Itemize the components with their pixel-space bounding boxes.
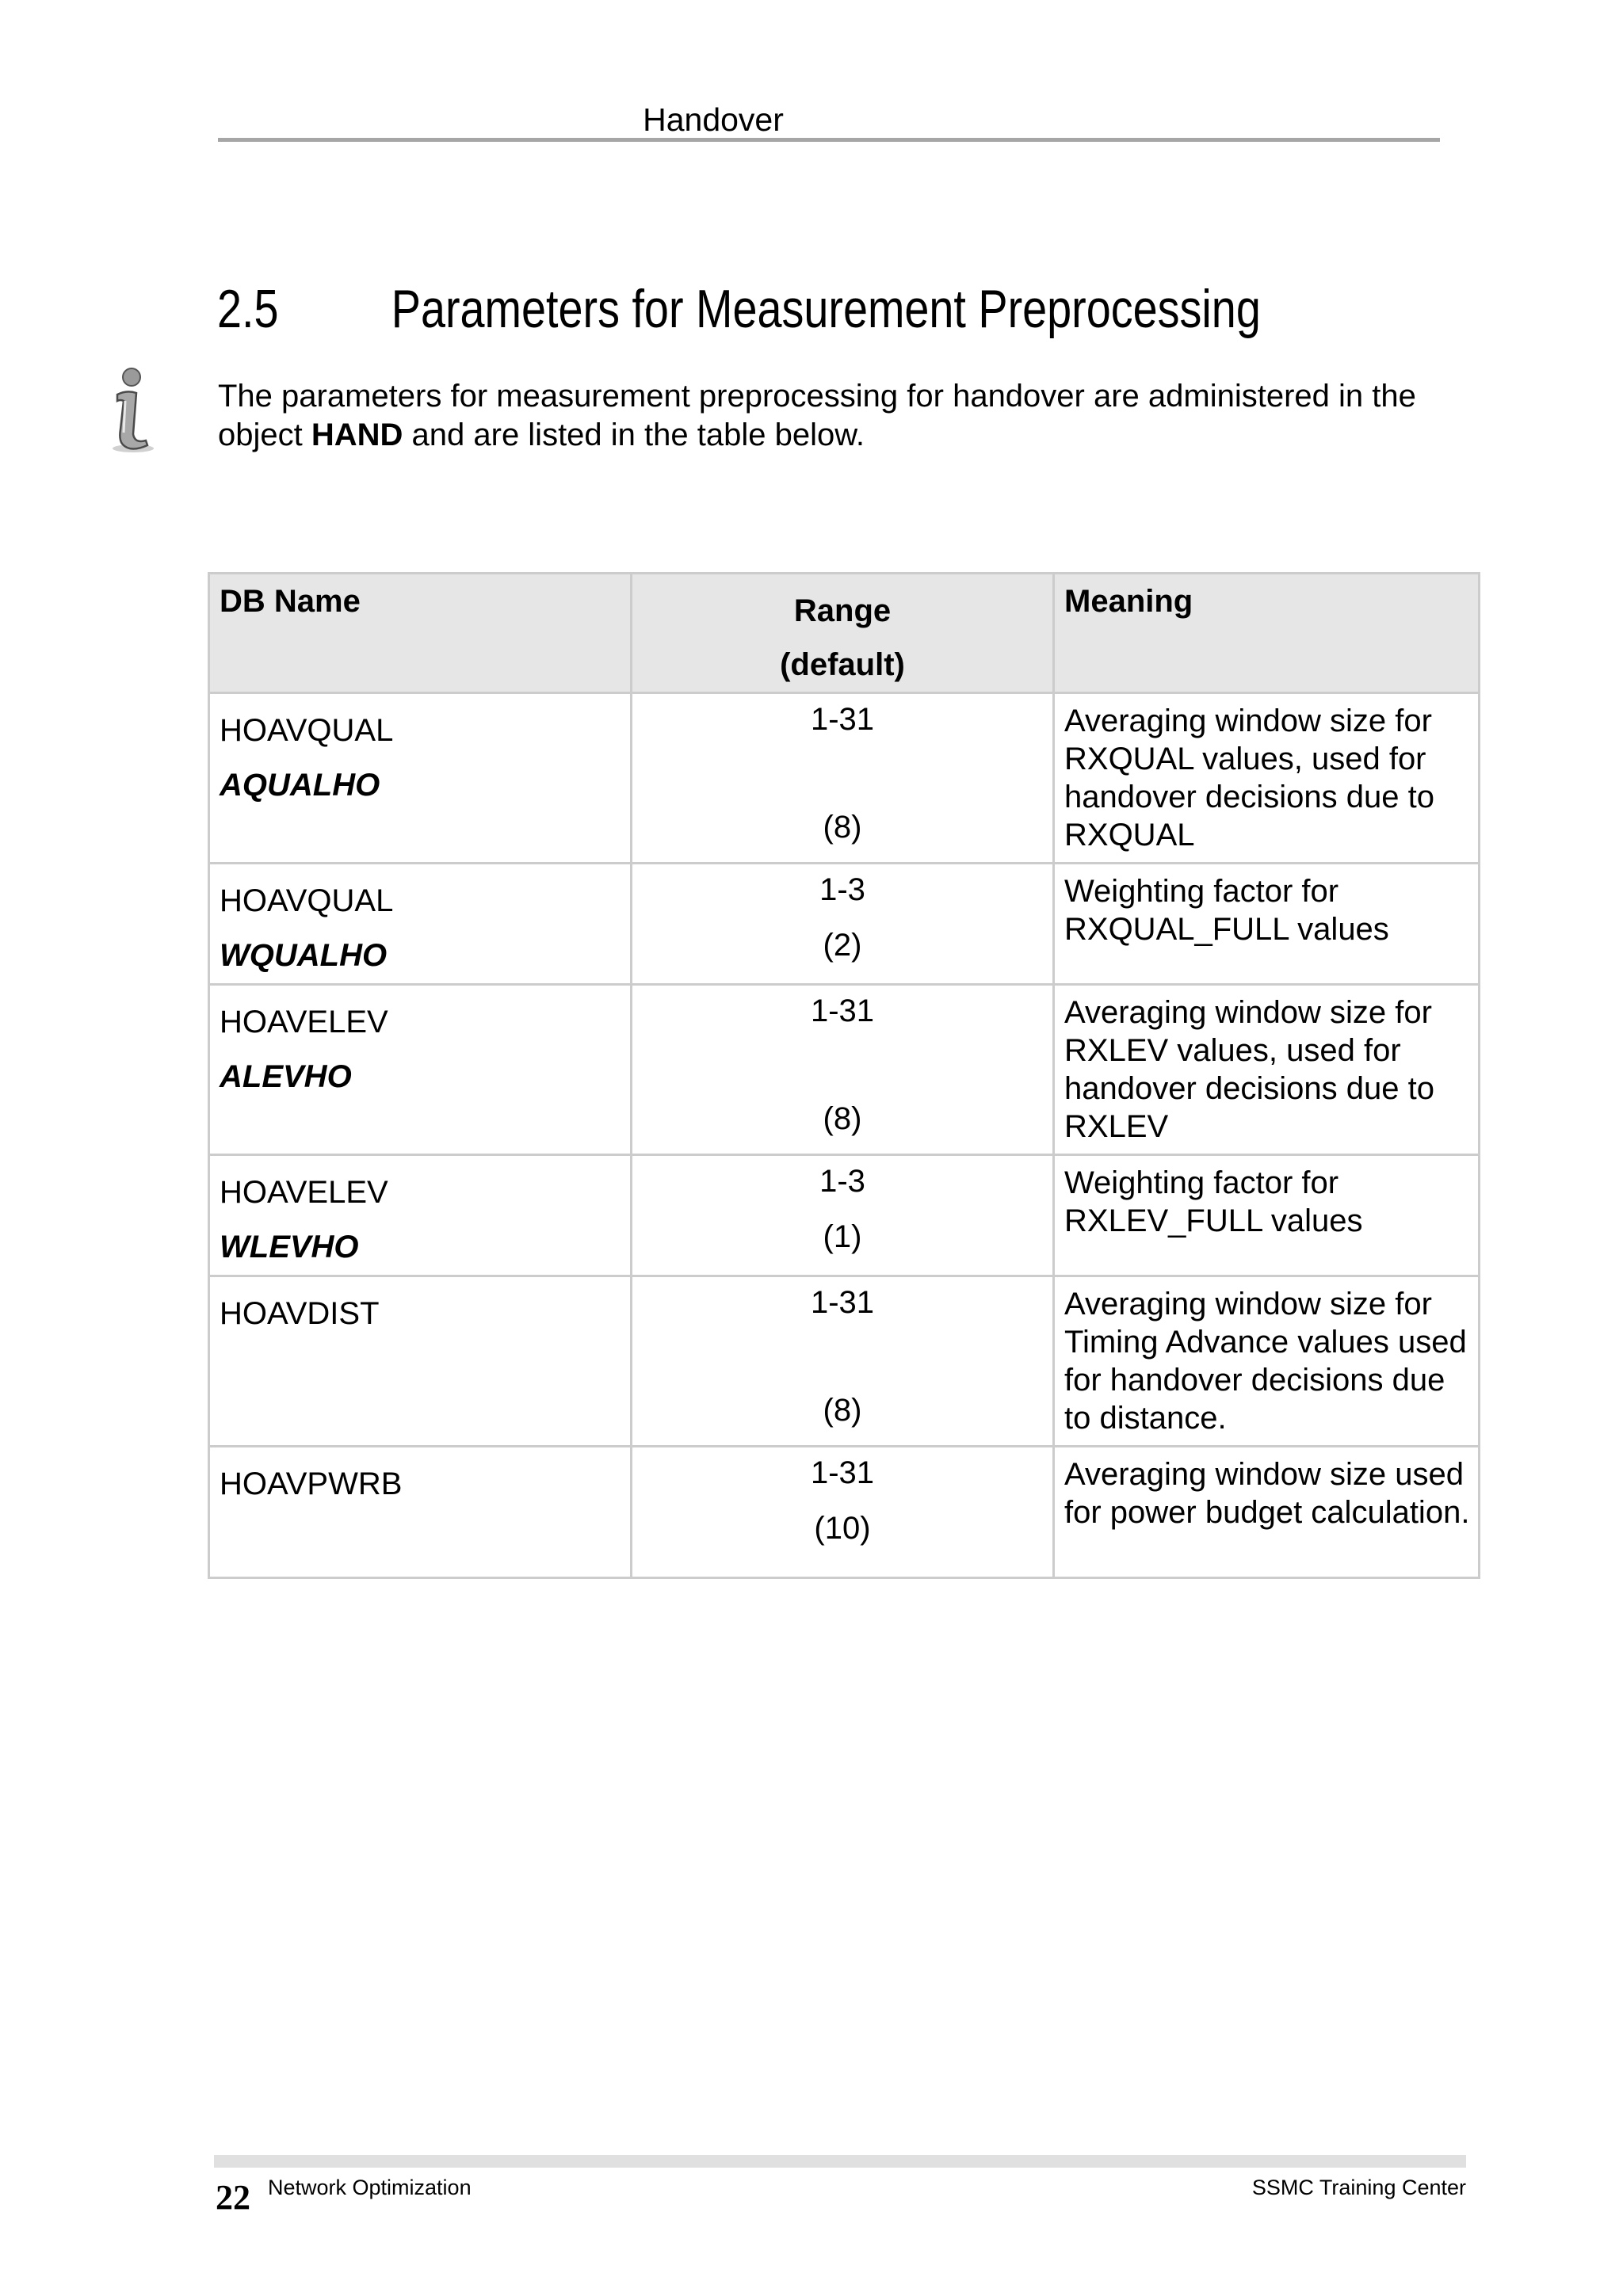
header-range-label: Range	[793, 593, 892, 628]
default-value: (8)	[823, 1393, 862, 1428]
page-number: 22	[216, 2178, 250, 2217]
section-title: Parameters for Measurement Preprocessing	[391, 279, 1261, 339]
meaning-cell: Weighting factor for RXQUAL_FULL values	[1054, 864, 1480, 985]
table-row	[209, 1155, 1480, 1276]
object-name: HAND	[311, 418, 403, 452]
page-header-title: Handover	[643, 101, 784, 138]
meaning-cell: Weighting factor for RXLEV_FULL values	[1054, 1155, 1480, 1276]
default-value: (8)	[823, 1101, 862, 1136]
table-row	[209, 864, 1480, 985]
intro-paragraph	[218, 377, 1486, 455]
section-number: 2.5	[217, 279, 279, 339]
db-name-cell	[209, 1155, 632, 1276]
header-default-label: (default)	[780, 647, 905, 682]
meaning-cell: Averaging window size used for power budget calculation.	[1054, 1447, 1480, 1578]
range-cell	[632, 985, 1054, 1155]
db-short-name: ALEVHO	[220, 1059, 352, 1094]
range-cell	[632, 1447, 1054, 1578]
range-value: 1-31	[810, 994, 875, 1028]
footer-bar	[214, 2155, 1466, 2168]
meaning-cell: Averaging window size for Timing Advance values used for handover decisions due to distance.	[1054, 1276, 1480, 1447]
parameters-table	[208, 572, 1480, 1579]
default-value: (8)	[823, 810, 862, 845]
range-cell	[632, 693, 1054, 864]
db-short-name: WQUALHO	[220, 938, 388, 973]
intro-text-end: and are listed in the table below.	[403, 418, 865, 452]
db-name: HOAVQUAL	[220, 713, 394, 748]
meaning-cell: Averaging window size for RXLEV values, used for handover decisions due to RXLEV	[1054, 985, 1480, 1155]
range-value: 1-3	[819, 872, 865, 907]
header-db-name: DB Name	[209, 574, 632, 693]
header-meaning: Meaning	[1054, 574, 1480, 693]
footer-right-text: SSMC Training Center	[1251, 2176, 1466, 2199]
footer-left-text: Network Optimization	[268, 2176, 472, 2199]
db-name: HOAVELEV	[220, 1005, 388, 1039]
db-short-name: AQUALHO	[220, 768, 380, 803]
db-name: HOAVQUAL	[220, 883, 394, 918]
table-header-row	[209, 574, 1480, 693]
info-icon	[103, 366, 158, 455]
header-rule	[218, 138, 1440, 142]
range-cell	[632, 1276, 1054, 1447]
range-value: 1-31	[810, 1285, 875, 1320]
table-row	[209, 985, 1480, 1155]
db-name: HOAVELEV	[220, 1175, 388, 1210]
range-value: 1-31	[810, 702, 875, 737]
range-cell	[632, 1155, 1054, 1276]
db-name-cell	[209, 693, 632, 864]
header-range	[632, 574, 1054, 693]
db-short-name: WLEVHO	[220, 1230, 359, 1264]
section-heading	[217, 269, 1261, 349]
db-name-cell	[209, 985, 632, 1155]
range-value: 1-31	[810, 1455, 875, 1490]
db-name-cell	[209, 1276, 632, 1447]
table-row	[209, 1447, 1480, 1578]
db-name-cell	[209, 1447, 632, 1578]
table-row	[209, 1276, 1480, 1447]
meaning-cell: Averaging window size for RXQUAL values, used for handover decisions due to RXQUAL	[1054, 693, 1480, 864]
db-name: HOAVDIST	[220, 1296, 380, 1331]
intro-text: The parameters for measurement preprocessing for handover are administered in the object	[218, 379, 1416, 452]
db-name-cell	[209, 864, 632, 985]
default-value: (2)	[823, 928, 862, 963]
default-value: (10)	[814, 1511, 871, 1546]
range-cell	[632, 864, 1054, 985]
table-row	[209, 693, 1480, 864]
db-name: HOAVPWRB	[220, 1466, 403, 1501]
default-value: (1)	[823, 1219, 862, 1254]
range-value: 1-3	[819, 1164, 865, 1199]
